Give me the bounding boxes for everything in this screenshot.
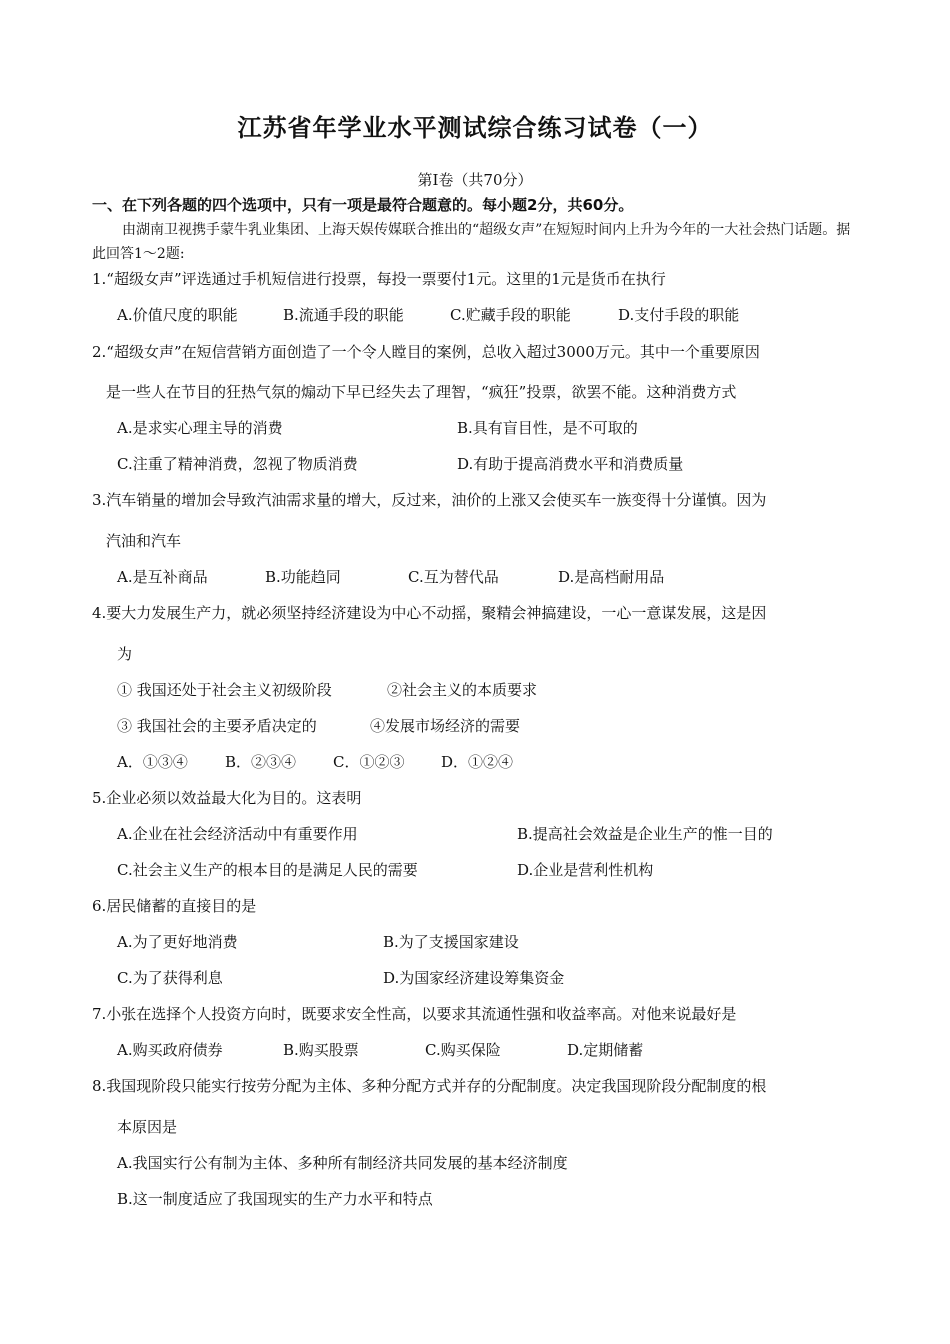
- option-b: B.提高社会效益是企业生产的惟一目的: [517, 825, 773, 843]
- question-3-stem-continued: 汽油和汽车: [106, 532, 182, 550]
- option-a: A.为了更好地消费: [117, 933, 238, 951]
- question-2-options-row1: [117, 417, 638, 438]
- option-d: D.是高档耐用品: [558, 568, 665, 586]
- question-4-options: [117, 751, 513, 772]
- item-4: ④发展市场经济的需要: [370, 717, 521, 735]
- section-subtitle: 第Ⅰ卷（共70分）: [417, 171, 533, 189]
- question-2-options-row2: [117, 453, 683, 474]
- option-b: B．②③④: [225, 753, 297, 771]
- option-a: A．①③④: [117, 753, 188, 771]
- question-6-options-row1: [117, 931, 519, 952]
- question-8-stem-continued: 本原因是: [117, 1118, 178, 1136]
- option-b: B.购买股票: [283, 1041, 359, 1059]
- question-1-stem: 1.“超级女声”评选通过手机短信进行投票，每投一票要付1元。这里的1元是货币在执行: [92, 270, 666, 288]
- option-c: C.购买保险: [425, 1041, 501, 1059]
- question-4-stem-continued: 为: [117, 645, 133, 663]
- passage-intro: 由湖南卫视携手蒙牛乳业集团、上海天娱传媒联合推出的“超级女声”在短短时间内上升为今年的一大社会热门话题。据此回答1～2题:: [92, 222, 851, 262]
- question-3-options: [117, 566, 664, 587]
- option-c: C.社会主义生产的根本目的是满足人民的需要: [117, 861, 418, 879]
- page-title: 江苏省年学业水平测试综合练习试卷（一）: [237, 114, 713, 142]
- option-b: B.功能趋同: [265, 568, 341, 586]
- option-b: B.为了支援国家建设: [383, 933, 519, 951]
- option-b: B.流通手段的职能: [283, 306, 404, 324]
- item-1: ① 我国还处于社会主义初级阶段: [117, 681, 332, 699]
- section-heading: 一、在下列各题的四个选项中，只有一项是最符合题意的。每小题2分，共60分。: [92, 196, 634, 214]
- question-8-stem: 8.我国现阶段只能实行按劳分配为主体、多种分配方式并存的分配制度。决定我国现阶段分配制度的根: [92, 1077, 767, 1095]
- question-5-options-row1: [117, 823, 773, 844]
- item-2: ②社会主义的本质要求: [387, 681, 538, 699]
- question-7-options: [117, 1039, 643, 1060]
- question-4-items-row2: [117, 715, 520, 736]
- question-4-stem: 4.要大力发展生产力，就必须坚持经济建设为中心不动摇，聚精会神搞建设，一心一意谋发展，这是因: [92, 604, 767, 622]
- question-8-option-a: A.我国实行公有制为主体、多种所有制经济共同发展的基本经济制度: [117, 1154, 568, 1172]
- option-d: D.有助于提高消费水平和消费质量: [457, 455, 684, 473]
- option-d: D.定期储蓄: [567, 1041, 644, 1059]
- option-a: A.价值尺度的职能: [117, 306, 238, 324]
- option-d: D.为国家经济建设筹集资金: [383, 969, 565, 987]
- option-b: B.具有盲目性，是不可取的: [457, 419, 638, 437]
- option-a: A.是互补商品: [117, 568, 208, 586]
- question-2-stem-continued: 是一些人在节目的狂热气氛的煽动下早已经失去了理智，“疯狂”投票，欲罢不能。这种消费方式: [106, 383, 737, 401]
- option-a: A.是求实心理主导的消费: [117, 419, 283, 437]
- option-d: D．①②④: [441, 753, 514, 771]
- question-8-option-b: B.这一制度适应了我国现实的生产力水平和特点: [117, 1190, 433, 1208]
- option-c: C.为了获得利息: [117, 969, 223, 987]
- option-a: A.企业在社会经济活动中有重要作用: [117, 825, 358, 843]
- question-7-stem: 7.小张在选择个人投资方向时，既要求安全性高，以要求其流通性强和收益率高。对他来说最好是: [92, 1005, 737, 1023]
- question-1-options: [117, 304, 739, 325]
- option-a: A.购买政府债券: [117, 1041, 223, 1059]
- question-6-options-row2: [117, 967, 564, 988]
- question-4-items-row1: [117, 679, 537, 700]
- option-c: C.贮藏手段的职能: [450, 306, 571, 324]
- question-2-stem: 2.“超级女声”在短信营销方面创造了一个令人瞠目的案例，总收入超过3000万元。其中一个重要原因: [92, 343, 760, 361]
- option-d: D.支付手段的职能: [618, 306, 740, 324]
- item-3: ③ 我国社会的主要矛盾决定的: [117, 717, 317, 735]
- option-c: C．①②③: [333, 753, 405, 771]
- option-d: D.企业是营利性机构: [517, 861, 654, 879]
- option-c: C.互为替代品: [408, 568, 499, 586]
- question-6-stem: 6.居民储蓄的直接目的是: [92, 897, 257, 915]
- question-3-stem: 3.汽车销量的增加会导致汽油需求量的增大，反过来，油价的上涨又会使买车一族变得十分谨慎。因为: [92, 491, 767, 509]
- question-5-options-row2: [117, 859, 653, 880]
- question-5-stem: 5.企业必须以效益最大化为目的。这表明: [92, 789, 362, 807]
- option-c: C.注重了精神消费，忽视了物质消费: [117, 455, 358, 473]
